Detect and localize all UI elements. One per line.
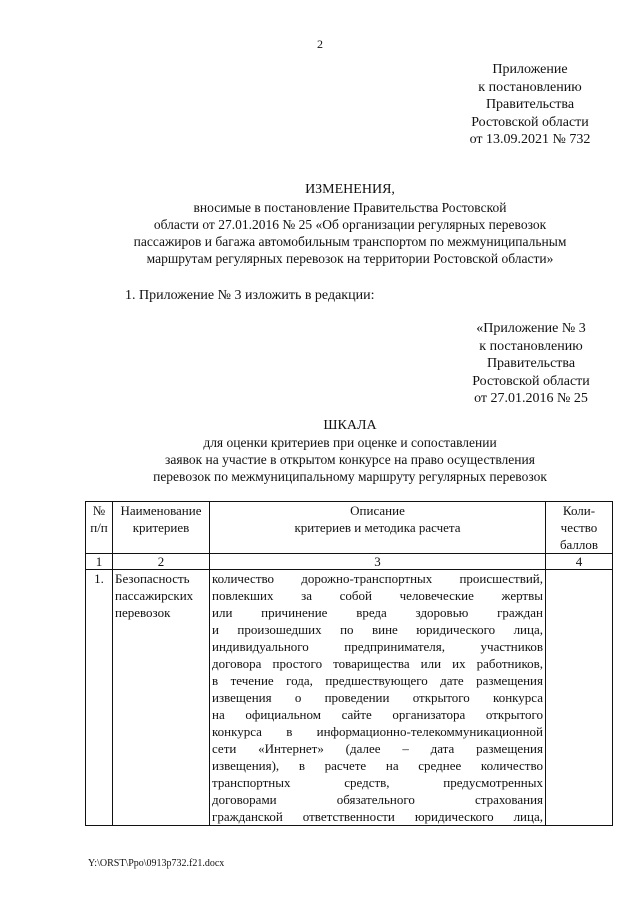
appendix-line: Правительства [485, 97, 575, 112]
appendix-header [430, 61, 630, 149]
table-row [86, 570, 613, 826]
changes-line: вносимые в постановление Правительства Ростовской [193, 200, 507, 215]
header-name: Наименование критериев [113, 502, 210, 554]
criterion-description: количество дорожно-транспортных происшествий, повлекших за собой человеческие жертвы или причинение вреда здоровью граждан и произошедших по вине юридического лица, индивидуального предпринимателя, участников договора простого товарищества или их работников, в течение года, предшествующего дате размещения извещения о проведении открытого конкурса на официальном сайте организатора открытого конкурса в информационно-телекоммуникационной сети «Интернет» (далее – дата размещения извещения), в расчете на среднее количество транспортных средств, предусмотренных договорами обязательного страхования гражданской ответственности юридического лица, [210, 570, 546, 826]
table-header-row [86, 502, 613, 554]
changes-heading [0, 181, 640, 267]
row-num: 1. [86, 570, 113, 826]
header-num: № п/п [86, 502, 113, 554]
appendix-quoted-line: от 27.01.2016 № 25 [474, 391, 588, 406]
appendix-quoted-line: «Приложение № 3 [476, 321, 586, 336]
criterion-name: Безопасность пассажирских перевозок [113, 570, 210, 826]
file-path-footer: Y:\ORST\Ppo\0913p732.f21.docx [88, 858, 225, 869]
criteria-table [85, 501, 613, 826]
scale-line: перевозок по межмуниципальному маршруту регулярных перевозок [153, 469, 547, 484]
criterion-points [546, 570, 613, 826]
appendix-quoted-line: Правительства [486, 356, 576, 371]
header-points: Коли- чество баллов [546, 502, 613, 554]
appendix-quoted-line: Ростовской области [472, 373, 590, 389]
changes-title: ИЗМЕНЕНИЯ, [305, 182, 395, 197]
changes-line: пассажиров и багажа автомобильным транспортом по межмуниципальным [133, 234, 567, 249]
column-number-row [86, 554, 613, 570]
page-number: 2 [317, 37, 323, 51]
changes-line: области от 27.01.2016 № 25 «Об организации регулярных перевозок [153, 217, 547, 232]
appendix-line: от 13.09.2021 № 732 [469, 132, 591, 147]
column-number: 1 [86, 554, 113, 570]
paragraph-1: 1. Приложение № 3 изложить в редакции: [125, 288, 375, 303]
column-number: 2 [113, 554, 210, 570]
column-number: 4 [546, 554, 613, 570]
changes-line: маршрутам регулярных перевозок на территории Ростовской области» [146, 251, 554, 266]
scale-line: для оценки критериев при оценке и сопоставлении [203, 435, 497, 450]
appendix-line: к постановлению [478, 79, 582, 95]
appendix-line: Приложение [492, 62, 568, 77]
header-description: Описание критериев и методика расчета [210, 502, 546, 554]
scale-heading [0, 418, 640, 485]
appendix-quoted [430, 320, 632, 408]
scale-title: ШКАЛА [323, 418, 377, 433]
scale-line: заявок на участие в открытом конкурсе на право осуществления [165, 452, 535, 467]
column-number: 3 [210, 554, 546, 570]
appendix-line: Ростовской области [471, 114, 589, 130]
appendix-quoted-line: к постановлению [479, 338, 583, 354]
